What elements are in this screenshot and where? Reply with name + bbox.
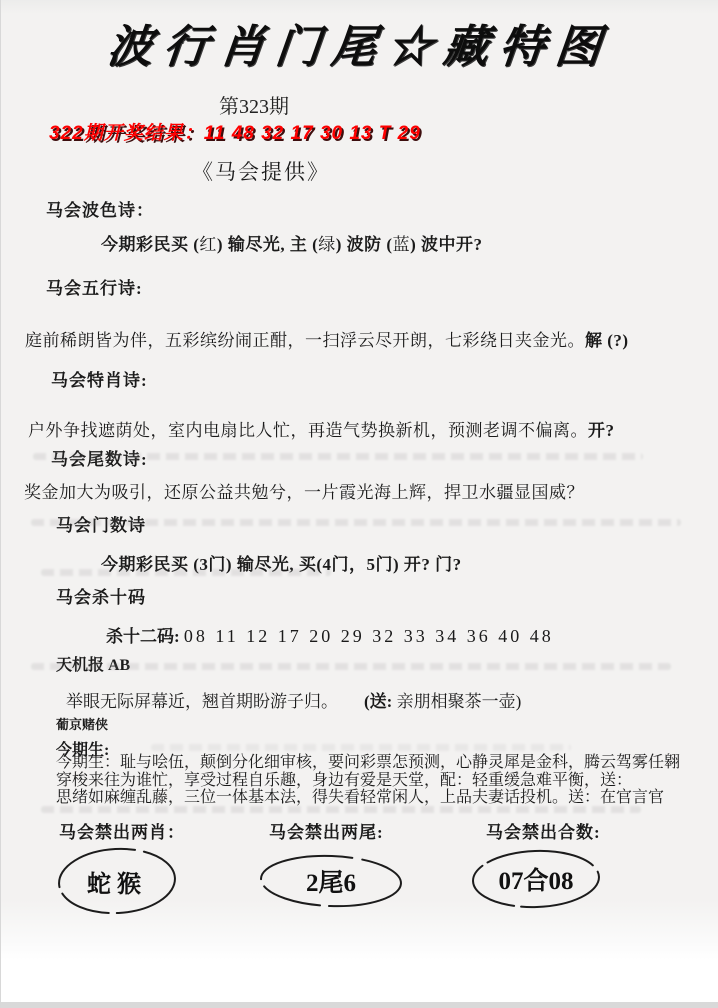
poem-answer: 解 (?): [585, 331, 629, 350]
previous-draw-result: 322期开奖结果：11 48 32 17 30 13 T 29: [49, 123, 421, 144]
section-heading-tail-number-poem: 马会尾数诗:: [51, 450, 148, 469]
poem-part: ) 输尽光, 主 (: [216, 235, 319, 254]
forbidden-zodiacs-value: 蛇猴: [87, 871, 147, 898]
special-zodiac-poem-line: [28, 416, 615, 441]
kill-twelve-label: 杀十二码:: [106, 627, 180, 646]
forbidden-sum-value: 07合08: [498, 868, 574, 895]
scan-artifact: [151, 744, 571, 751]
forbidden-tails-value: 2尾6: [305, 870, 356, 897]
section-heading-kill-ten-codes: 马会杀十码: [56, 588, 146, 607]
forbidden-tails-oval: [257, 852, 405, 910]
section-heading-wave-color-poem: 马会波色诗：: [46, 201, 154, 220]
tianji-poem-line: [66, 687, 521, 712]
kill-twelve-codes-line: [106, 622, 554, 647]
poem-part: ) 波中开?: [410, 235, 483, 254]
poem-text: 户外争找遮荫处，室内电扇比人忙，再造气势换新机，预测老调不偏离。: [28, 421, 588, 440]
current-issue-paragraph: [56, 754, 680, 807]
poem-part: 今期彩民买 (: [101, 235, 200, 254]
color-word-blue: 蓝: [392, 235, 411, 254]
gift-label: (送:: [364, 692, 393, 711]
poem-answer: 开?: [588, 421, 615, 440]
color-word-red: 红: [199, 235, 217, 254]
gift-text: 亲朋相聚茶一壶): [392, 692, 522, 711]
wave-color-poem-line: [101, 230, 483, 255]
scan-artifact: [31, 519, 681, 526]
poem-part: ) 波防 (: [335, 235, 393, 254]
poem-text: 庭前稀朗皆为伴，五彩缤纷闹正酣，一扫浮云尽开朗，七彩绕日夹金光。: [25, 331, 585, 350]
forbidden-zodiacs-oval: [55, 845, 179, 917]
issue-number: 第323期: [219, 96, 289, 118]
poem-text: 举眼无际屏幕近，翘首期盼游子归。: [66, 692, 338, 711]
color-word-green: 绿: [318, 235, 336, 254]
five-elements-poem-line: [25, 326, 629, 351]
scan-artifact: [41, 569, 331, 576]
tail-number-poem-line: 奖金加大为吸引，还原公益共勉兮，一片霞光海上辉，捍卫水疆显国威？: [24, 483, 584, 502]
scan-artifact: [31, 663, 671, 670]
forbidden-two-zodiacs-label: 马会禁出两肖：: [59, 823, 185, 842]
page-title: 波行肖门尾☆藏特图: [104, 22, 615, 72]
paragraph-line: 穿梭来往为谁忙，享受过程自乐趣，身边有爱是天堂，配：轻重缓急难平衡，送：: [56, 771, 633, 789]
current-issue-heading: 今期生:: [56, 742, 110, 759]
kill-twelve-numbers: 08 11 12 17 20 29 32 33 34 36 40 48: [183, 626, 554, 646]
scan-artifact: [33, 453, 643, 460]
forbidden-two-tails-label: 马会禁出两尾:: [269, 823, 384, 842]
gate-number-poem-line: 今期彩民买 (3门) 输尽光, 买(4门，5门) 开? 门?: [101, 555, 462, 574]
forbidden-sum-label: 马会禁出合数:: [486, 823, 601, 842]
provider-note: 《马会提供》: [192, 160, 330, 184]
bottom-edge-bar: [1, 1002, 718, 1008]
section-heading-five-elements-poem: 马会五行诗:: [46, 279, 143, 298]
paragraph-line: 今期生：耻与哙伍，颠倒分化细审核，要问彩票怎预测，心静灵犀是金科，腾云驾雾任翱: [56, 754, 681, 771]
tianji-report-label: 天机报 AB: [56, 657, 131, 674]
section-heading-gate-number-poem: 马会门数诗: [56, 516, 146, 535]
scan-artifact: [41, 806, 641, 813]
pujing-gambler-label: 葡京赌侠: [56, 717, 109, 732]
paragraph-line: 思绪如麻缠乱藤，三位一体基本法，得失看轻常闲人，上品夫妻话投机。送：在官言官: [56, 789, 665, 806]
section-heading-special-zodiac-poem: 马会特肖诗:: [51, 371, 148, 390]
forbidden-sum-oval: [469, 847, 603, 911]
